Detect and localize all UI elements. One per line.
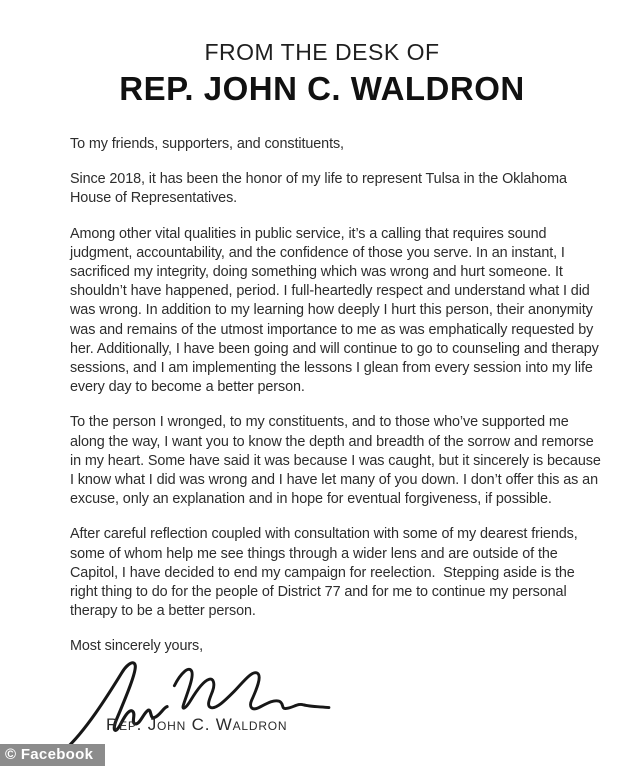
signature-block — [70, 657, 605, 739]
handwritten-signature-image — [38, 653, 358, 753]
paragraph-apology: To the person I wronged, to my constituents, and to those who’ve supported me along the way, I want you to know the depth and breadth of the sorrow and remorse in my heart. Some have said it was because I was caught, but it sincerely is because I know what I did was wrong and I have let many of you down. I don’t offer this as an excuse, only an explanation and in hope for eventual forgiveness, if possible. — [70, 414, 605, 508]
paragraph-admission: Among other vital qualities in public service, it’s a calling that requires sound judgment, accountability, and the confidence of those you serve. In an instant, I sacrificed my integrity, doing something which was wrong and hurt someone. It shouldn’t have happened, period. I full-heartedly respect and understand what I did was wrong. In addition to my learning how deeply I hurt this person, their anonymity was and remains of the utmost importance to me as was emphatically requested by her. Additionally, I have been going and will continue to go to counseling and therapy sessions, and I am implementing the lessons I glean from every session into my life every day to become a better person. — [70, 225, 603, 396]
salutation: To my friends, supporters, and constituents, — [70, 136, 344, 152]
facebook-credit-badge: © Facebook — [0, 744, 105, 766]
paragraph-tenure: Since 2018, it has been the honor of my life to represent Tulsa in the Oklahoma House of Representatives. — [70, 171, 571, 207]
letterhead-subtitle: FROM THE DESK OF — [204, 39, 440, 65]
letter-header — [70, 40, 574, 107]
letter-body — [70, 135, 605, 657]
printed-name: Rep. John C. Waldron — [106, 714, 288, 734]
letterhead-name-title: REP. JOHN C. WALDRON — [119, 70, 525, 107]
closing-line: Most sincerely yours, — [70, 638, 204, 655]
paragraph-decision: After careful reflection coupled with consultation with some of my dearest friends, some of whom help me see things through a wider lens and are outside of the Capitol, I have decided to end my campaign for reelection. Stepping aside is the right thing to do for the people of District 77 and for me to continue my personal therapy to be a better person. — [70, 526, 582, 620]
